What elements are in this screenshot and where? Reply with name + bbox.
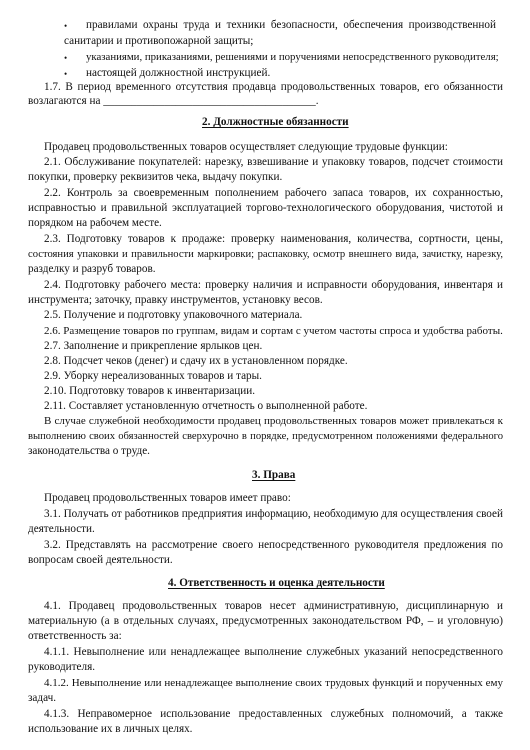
paragraph-1-7-cont: возлагаются на ______________________________________.	[28, 94, 319, 107]
s2-line-14: 2.7. Заполнение и прикрепление ярлыков цен.	[44, 339, 263, 352]
s2-line-4: 2.2. Контроль за своевременным пополнением рабочего запаса товаров, их сохранностью,	[44, 186, 503, 199]
s4-line-1: 4.1. Продавец продовольственных товаров несет административную, дисциплинарную и	[44, 600, 503, 613]
s3-line-2: 3.1. Получать от работников предприятия информацию, необходимую для осуществления своей	[44, 508, 503, 521]
s2-line-21: законодательства о труде.	[28, 445, 150, 458]
s2-line-1: Продавец продовольственных товаров осуществляет следующие трудовые функции:	[44, 140, 448, 153]
s2-line-20: выполнению своих обязанностей сверхурочно в порядке, предусмотренном положениями федерального	[28, 431, 503, 443]
s2-line-18: 2.11. Составляет установленную отчетность о выполненной работе.	[44, 400, 368, 413]
bullet-item-2: указаниями, приказаниями, решениями и поручениями непосредственного руководителя;	[86, 50, 499, 63]
s4-line-3: ответственность за:	[28, 630, 122, 643]
s4-line-5: руководителя.	[28, 661, 96, 674]
s2-line-10: 2.4. Подготовку рабочего места: проверку наличия и исправности оборудования, инвентаря и	[44, 278, 503, 291]
s2-line-9: разделку и разруб товаров.	[28, 262, 156, 275]
s2-line-7: 2.3. Подготовку товаров к продаже: проверку наименования, количества, сортности, цены,	[44, 232, 503, 245]
s2-line-16: 2.9. Уборку нереализованных товаров и тары.	[44, 370, 262, 383]
s2-line-12: 2.5. Получение и подготовку упаковочного материала.	[44, 308, 303, 321]
s4-line-8: 4.1.3. Неправомерное использование предоставленных служебных полномочий, а также	[44, 708, 503, 720]
section-heading-2: 2. Должностные обязанности	[202, 116, 349, 129]
s2-line-3: покупки, проверку реквизитов чека, выдачу покупки.	[28, 170, 283, 183]
section-heading-3: 3. Права	[252, 468, 296, 481]
bullet-item-1-cont: санитарии и противопожарной защиты;	[64, 34, 254, 47]
s4-line-9: использование их в личных целях.	[28, 723, 193, 735]
bullet-item-3: настоящей должностной инструкцией.	[86, 66, 271, 79]
s2-line-11: инструмента; заточку, правку инструментов, установку весов.	[28, 293, 323, 306]
s2-line-5: исправностью и правильной эксплуатацией торгово-технологического оборудования, чистотой и	[28, 201, 503, 214]
s3-line-4: 3.2. Представлять на рассмотрение своего непосредственного руководителя предложения по	[44, 539, 503, 552]
section-heading-4: 4. Ответственность и оценка деятельности	[168, 576, 385, 589]
bullet-icon: •	[64, 68, 68, 79]
s3-line-3: деятельности.	[28, 523, 95, 536]
bullet-item-1: правилами охраны труда и техники безопасности, обеспечения производственной	[86, 18, 496, 31]
bullet-icon: •	[64, 52, 68, 63]
s2-line-8: состояния упаковки и правильности маркировки; распаковку, осмотр внешнего вида, зачистку, нарезку,	[28, 248, 503, 260]
s2-line-2: 2.1. Обслуживание покупателей: нарезку, взвешивание и упаковку товаров, подсчет стоимости	[44, 155, 503, 168]
s2-line-13: 2.6. Размещение товаров по группам, видам и сортам с учетом частоты спроса и удобства работы.	[44, 324, 503, 337]
s4-line-4: 4.1.1. Невыполнение или ненадлежащее выполнение служебных указаний непосредственного	[44, 646, 503, 659]
s2-line-17: 2.10. Подготовку товаров к инвентаризации.	[44, 385, 256, 398]
s4-line-2: материальную (а в отдельных случаях, предусмотренных законодательством РФ, – и уголовную)	[28, 615, 503, 628]
s2-line-15: 2.8. Подсчет чеков (денег) и сдачу их в установленном порядке.	[44, 354, 348, 367]
bullet-icon: •	[64, 20, 68, 31]
s4-line-6: 4.1.2. Невыполнение или ненадлежащее выполнение своих трудовых функций и порученных ему	[44, 677, 503, 690]
s3-line-1: Продавец продовольственных товаров имеет право:	[44, 492, 291, 505]
paragraph-1-7: 1.7. В период временного отсутствия продавца продовольственных товаров, его обязанности	[44, 80, 503, 93]
s2-line-6: порядком на рабочем месте.	[28, 216, 162, 229]
s2-line-19: В случае служебной необходимости продавец продовольственных товаров может привлекаться к	[44, 415, 503, 428]
s3-line-5: вопросам своей деятельности.	[28, 554, 173, 567]
s4-line-7: задач.	[28, 692, 57, 705]
